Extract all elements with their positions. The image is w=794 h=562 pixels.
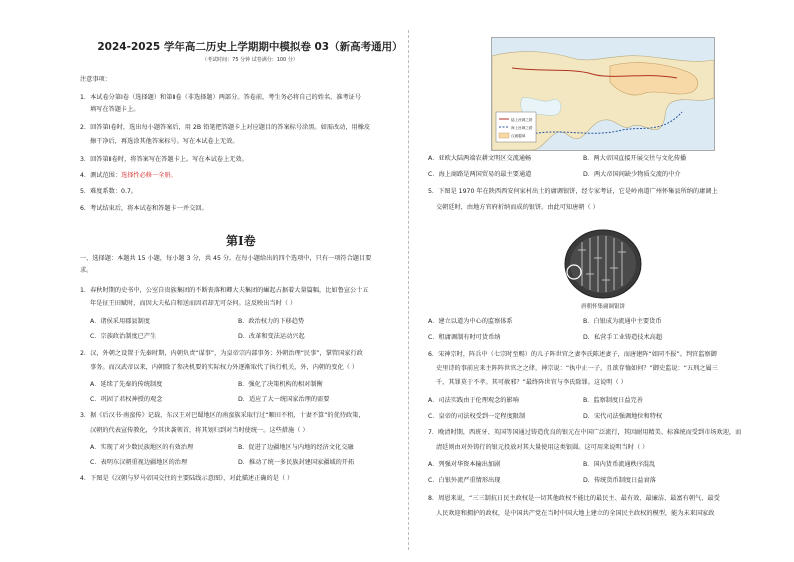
note-line: 填写在答题卡上。: [90, 106, 140, 113]
question-stem: 人民欢迎和拥护的政权，是中国共产党在当时中国大地上建立的全国民主政权的模型，能为未来国家政: [436, 510, 715, 517]
option-b: B．国内货币流通秩序混乱: [583, 461, 656, 468]
option-c: C．宗族政治制度已产生: [90, 333, 157, 340]
silver-cake-image: [560, 228, 646, 300]
note-line: 2．回答第Ⅰ卷时，选出每小题答案后，用 2B 铅笔把答题卡上对应题目的答案标号涂黑。如需改动，用橡皮: [80, 124, 371, 131]
option-b: B．强化了决策机构的相对制衡: [238, 381, 323, 388]
question-stem: 8．周恩来说，“三三制抗日民主政权是一切其他政权不能比的最民主、最有效、最廉洁、最富有朝气、最受: [428, 495, 720, 502]
question-stem: 事务。而汉武帝以来，内朝除了参决机要的实际权力外逐渐取代了执行机关，外，内朝的变化（ ）: [90, 364, 359, 371]
note-line: 1．本试卷分第Ⅰ卷（选择题）和第Ⅱ卷（非选择题）两部分。答卷前，考生务必将自己的姓名、准考证号: [80, 94, 362, 101]
question-stem: 4．下图是《汉朝与罗马帝国交往的主要陆线示意图》，对此描述正确的是（ ）: [80, 475, 294, 482]
section-intro: 求。: [80, 267, 93, 274]
note-scope-label: 4．测试范围：: [80, 172, 122, 179]
silver-cake-graphic: [560, 228, 646, 300]
section-intro: 一、选择题：本题共 15 小题，每小题 3 分，共 45 分。在每小题给出的四个选项中，只有一项符合题目要: [80, 255, 372, 262]
option-a: A．司法实践由于伦理观念的影响: [428, 397, 519, 404]
note-line: [80, 172, 177, 180]
question-stem: 1．春秋时期的史书中，公室自贵族集团的不断丧落和卿大夫集团的崛起占据着大量篇幅，比如鲁宣公十五: [80, 287, 369, 294]
question-stem: 年是征王田赋时，而因大夫私自和送而因君却无可奈何。这反映出当时（ ）: [90, 300, 297, 307]
option-d: D．适应了大一统国家治理的需要: [238, 396, 330, 403]
exam-title: 2024-2025 学年高二历史上学期期中模拟卷 03（新高考通用）: [97, 41, 403, 53]
note-scope-value: 选择性必修一全册。: [121, 172, 177, 179]
option-d: D．改革和变法运动兴起: [238, 333, 305, 340]
question-stem: 5．下图是 1970 年在陕西西安何家村出土的庸调银饼，经专家考证，它是岭南道广州怀集县所纳的庸调上: [428, 188, 718, 195]
option-c: C．海上商路是两国贸易的最主要通道: [428, 171, 532, 178]
question-stem: 6．宋神宗时，阵兵中（七宗时至赐）的儿子阵世官之妻李氏陈述妻子，而唐建阵“如同不报”。判官监察御: [428, 351, 717, 358]
column-divider: [408, 30, 409, 550]
option-c: C．巩固了君权神授的观念: [90, 396, 163, 403]
note-line: 6．考试结束后，将本试卷和答题卡一并交回。: [80, 205, 208, 212]
note-line: 3．回答第Ⅱ卷时，将答案写在答题卡上。写在本试卷上无效。: [80, 156, 248, 163]
notes-heading: 注意事项：: [80, 76, 111, 83]
option-a: A．延续了先秦的传统制度: [90, 381, 163, 388]
question-stem: 7．晚清时期，西班牙、英国等国通过铸造优良的银元在中国广泛流行，其因耐用精美、标准统而受到市场欢迎，而: [428, 429, 742, 436]
option-d: D．推动了统一多民族封建国家疆域的开拓: [238, 459, 355, 466]
option-b: B．政治权力的下移趋势: [238, 318, 305, 325]
section-heading: 第Ⅰ卷: [226, 234, 256, 248]
map-legend-label: 陆上丝绸之路: [511, 118, 533, 122]
option-d: D．宋代司法强调地位和特权: [583, 413, 663, 420]
option-b: B．监察制度日益完善: [583, 397, 643, 404]
option-a: A．诸侯采用郡县制度: [90, 318, 150, 325]
option-d: D．私营手工业铸造技术高超: [583, 334, 663, 341]
option-a: A．建立以道为中心的监察体系: [428, 318, 513, 325]
option-a: A．实现了对少数民族地区的有效治理: [90, 444, 194, 451]
question-stem: 汉朝的代表宣传教化，令其世袭领首，将其划归到对当时使统一。这些措施（ ）: [90, 427, 309, 434]
exam-subtitle: （考试时间：75 分钟 试卷满分：100 分）: [202, 57, 298, 63]
option-b: B．两大帝国直接开展交往与文化传播: [583, 155, 687, 162]
silk-road-map: [491, 37, 715, 151]
question-stem: 3．据《后汉书·南蛮传》记载，东汉王对巴蜀地区的南蛮族采取行过“顺田不租，十妻不算”的优待政策，: [80, 412, 365, 419]
note-line: 擦干净后，再选涂其他答案标号。写在本试卷上无效。: [90, 138, 239, 145]
option-a: A．列强对华资本输出加剧: [428, 461, 501, 468]
note-line: 5．难度系数：0.7。: [80, 188, 138, 195]
option-d: D．传统货币制度日益衰落: [583, 477, 656, 484]
option-a: A．亚欧大陆两端农耕文明区交流通畅: [428, 155, 532, 162]
option-c: C．租庸调制有时可货币纳: [428, 334, 501, 341]
option-d: D．两大帝国间缺少物质交流的中介: [583, 171, 681, 178]
question-stem: 2．汉，外朝之设置于先秦时期，内朝负责“谋事”，为皇帝宗内部事务；外朝治理“民事”，掌管国家行政: [80, 350, 363, 357]
option-c: C．表明东汉朝重视边疆地区的治理: [90, 459, 188, 466]
map-legend-label: 汉朝疆域: [511, 134, 526, 138]
option-c: C．皇帝的司法权受到一定程度限制: [428, 413, 526, 420]
question-stem: 清廷则由对外铸行的银元投放对其大量使用这类银圆。这可用来说明当时（ ）: [436, 444, 649, 451]
map-legend-label: 海上丝绸之路: [511, 126, 533, 130]
option-b: B．白银成为流通中主要货币: [583, 318, 662, 325]
question-stem: 千，其罪莫于不孝。其可赦邪？”最终阵世官与李氏除罪。这说明（ ）: [436, 379, 627, 386]
image-caption: 唐朝怀集庸调银饼: [580, 304, 625, 310]
option-c: C．白银外流严重情形出现: [428, 477, 501, 484]
option-b: B．促进了边疆地区与内地的经济文化交融: [238, 444, 354, 451]
question-stem: 史里诗的事前应来主阵阵世官之之律，神宗说：“执中止一子，且欲存恤如何？”御史监说：“五刑之属三: [436, 365, 718, 372]
map-graphic: [492, 38, 714, 150]
question-stem: 交朝廷时，由地方官府折纳而成的银饼。由此可知唐朝（ ）: [436, 204, 599, 211]
